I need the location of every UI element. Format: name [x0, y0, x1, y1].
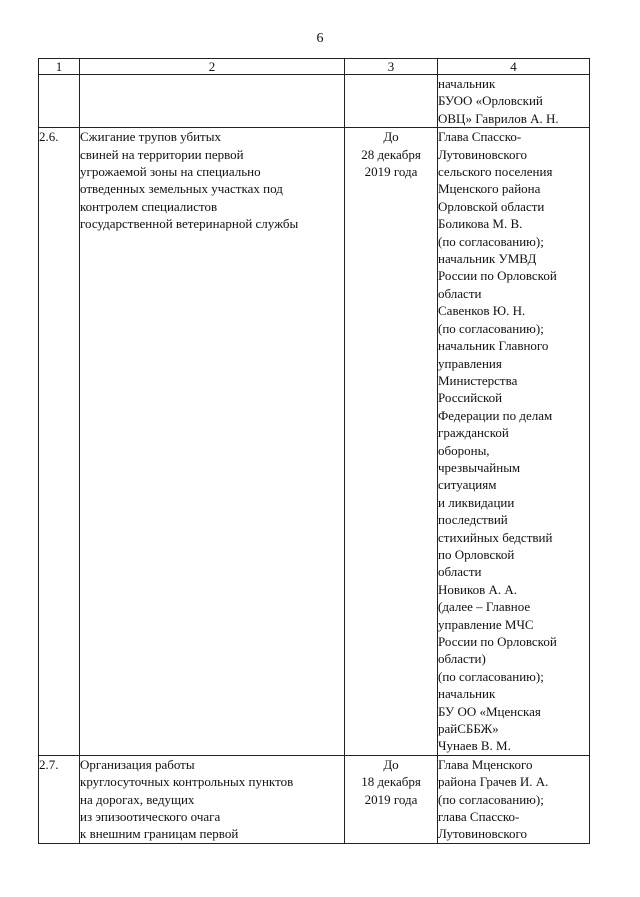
table-header-row [39, 59, 590, 75]
column-header-4: 4 [438, 59, 590, 75]
item-number: 2.6. [39, 128, 80, 756]
text-line: начальник [438, 686, 496, 702]
text-line: к внешним границам первой [80, 826, 239, 842]
text-line: Савенков Ю. Н. [438, 303, 526, 319]
responsible-cell [438, 128, 590, 756]
text-line: (по согласованию); [438, 791, 544, 807]
text-line: 18 декабря [361, 774, 421, 790]
column-header-3: 3 [345, 59, 438, 75]
text-line: района Грачев И. А. [438, 774, 549, 790]
text-line: и ликвидации [438, 494, 515, 510]
text-line: государственной ветеринарной службы [80, 216, 299, 232]
text-line: области [438, 285, 482, 301]
text-line: 2019 года [364, 164, 418, 180]
text-line: Глава Спасско- [438, 129, 522, 145]
text-line: стихийных бедствий [438, 529, 553, 545]
text-line: круглосуточных контрольных пунктов [80, 774, 294, 790]
text-line: БУОО «Орловский [438, 93, 543, 109]
text-line: (далее – Главное [438, 599, 531, 615]
text-line: области) [438, 651, 486, 667]
text-line: Боликова М. В. [438, 216, 523, 232]
text-line: Орловской области [438, 198, 545, 214]
text-line: 28 декабря [361, 146, 421, 162]
table-row [39, 128, 590, 756]
deadline-cell [345, 75, 438, 128]
text-line: области [438, 564, 482, 580]
responsible-cell [438, 75, 590, 128]
item-number: 2.7. [39, 755, 80, 843]
text-line: угрожаемой зоны на специально [80, 164, 261, 180]
text-line: по Орловской [438, 546, 515, 562]
text-line: Чунаев В. М. [438, 738, 511, 754]
text-line: Сжигание трупов убитых [80, 129, 221, 145]
text-line: Организация работы [80, 756, 195, 772]
text-line: ситуациям [438, 477, 497, 493]
text-line: из эпизоотического очага [80, 809, 221, 825]
text-line: (по согласованию); [438, 668, 544, 684]
text-line: Глава Мценского [438, 756, 533, 772]
measures-table [38, 58, 590, 844]
column-header-1: 1 [39, 59, 80, 75]
text-line: начальник УМВД [438, 251, 537, 267]
text-line: управления [438, 355, 502, 371]
text-line: Министерства [438, 372, 518, 388]
text-line: Лутовиновского [438, 826, 528, 842]
task-cell [80, 128, 345, 756]
text-line: 2019 года [364, 791, 418, 807]
text-line: последствий [438, 512, 508, 528]
text-line: сельского поселения [438, 164, 553, 180]
text-line: Российской [438, 390, 503, 406]
deadline-cell [345, 755, 438, 843]
text-line: России по Орловской [438, 634, 557, 649]
text-line: обороны, [438, 442, 490, 458]
text-line: До [383, 756, 399, 772]
text-line: управление МЧС [438, 616, 534, 632]
text-line: До [383, 129, 399, 145]
column-header-2: 2 [80, 59, 345, 75]
text-line: на дорогах, ведущих [80, 791, 195, 807]
responsible-cell [438, 755, 590, 843]
page-number: 6 [316, 31, 324, 46]
text-line: ОВЦ» Гаврилов А. Н. [438, 110, 559, 126]
text-line: чрезвычайным [438, 459, 521, 475]
text-line: Новиков А. А. [438, 581, 518, 597]
text-line: райСББЖ» [438, 721, 499, 737]
deadline-cell [345, 128, 438, 756]
text-line: России по Орловской [438, 268, 557, 284]
text-line: БУ ОО «Мценская [438, 703, 541, 719]
text-line: (по согласованию); [438, 233, 544, 249]
table-row [39, 75, 590, 128]
item-number [39, 75, 80, 128]
task-cell [80, 755, 345, 843]
text-line: Мценского района [438, 181, 541, 197]
text-line: контролем специалистов [80, 198, 218, 214]
text-line: свиней на территории первой [80, 146, 244, 162]
text-line: начальник [438, 76, 496, 91]
text-line: Лутовиновского [438, 146, 528, 162]
table-row [39, 755, 590, 843]
text-line: (по согласованию); [438, 320, 544, 336]
text-line: Федерации по делам [438, 407, 553, 423]
task-cell [80, 75, 345, 128]
text-line: отведенных земельных участках под [80, 181, 283, 197]
text-line: глава Спасско- [438, 809, 520, 825]
text-line: гражданской [438, 425, 509, 441]
text-line: начальник Главного [438, 338, 549, 354]
